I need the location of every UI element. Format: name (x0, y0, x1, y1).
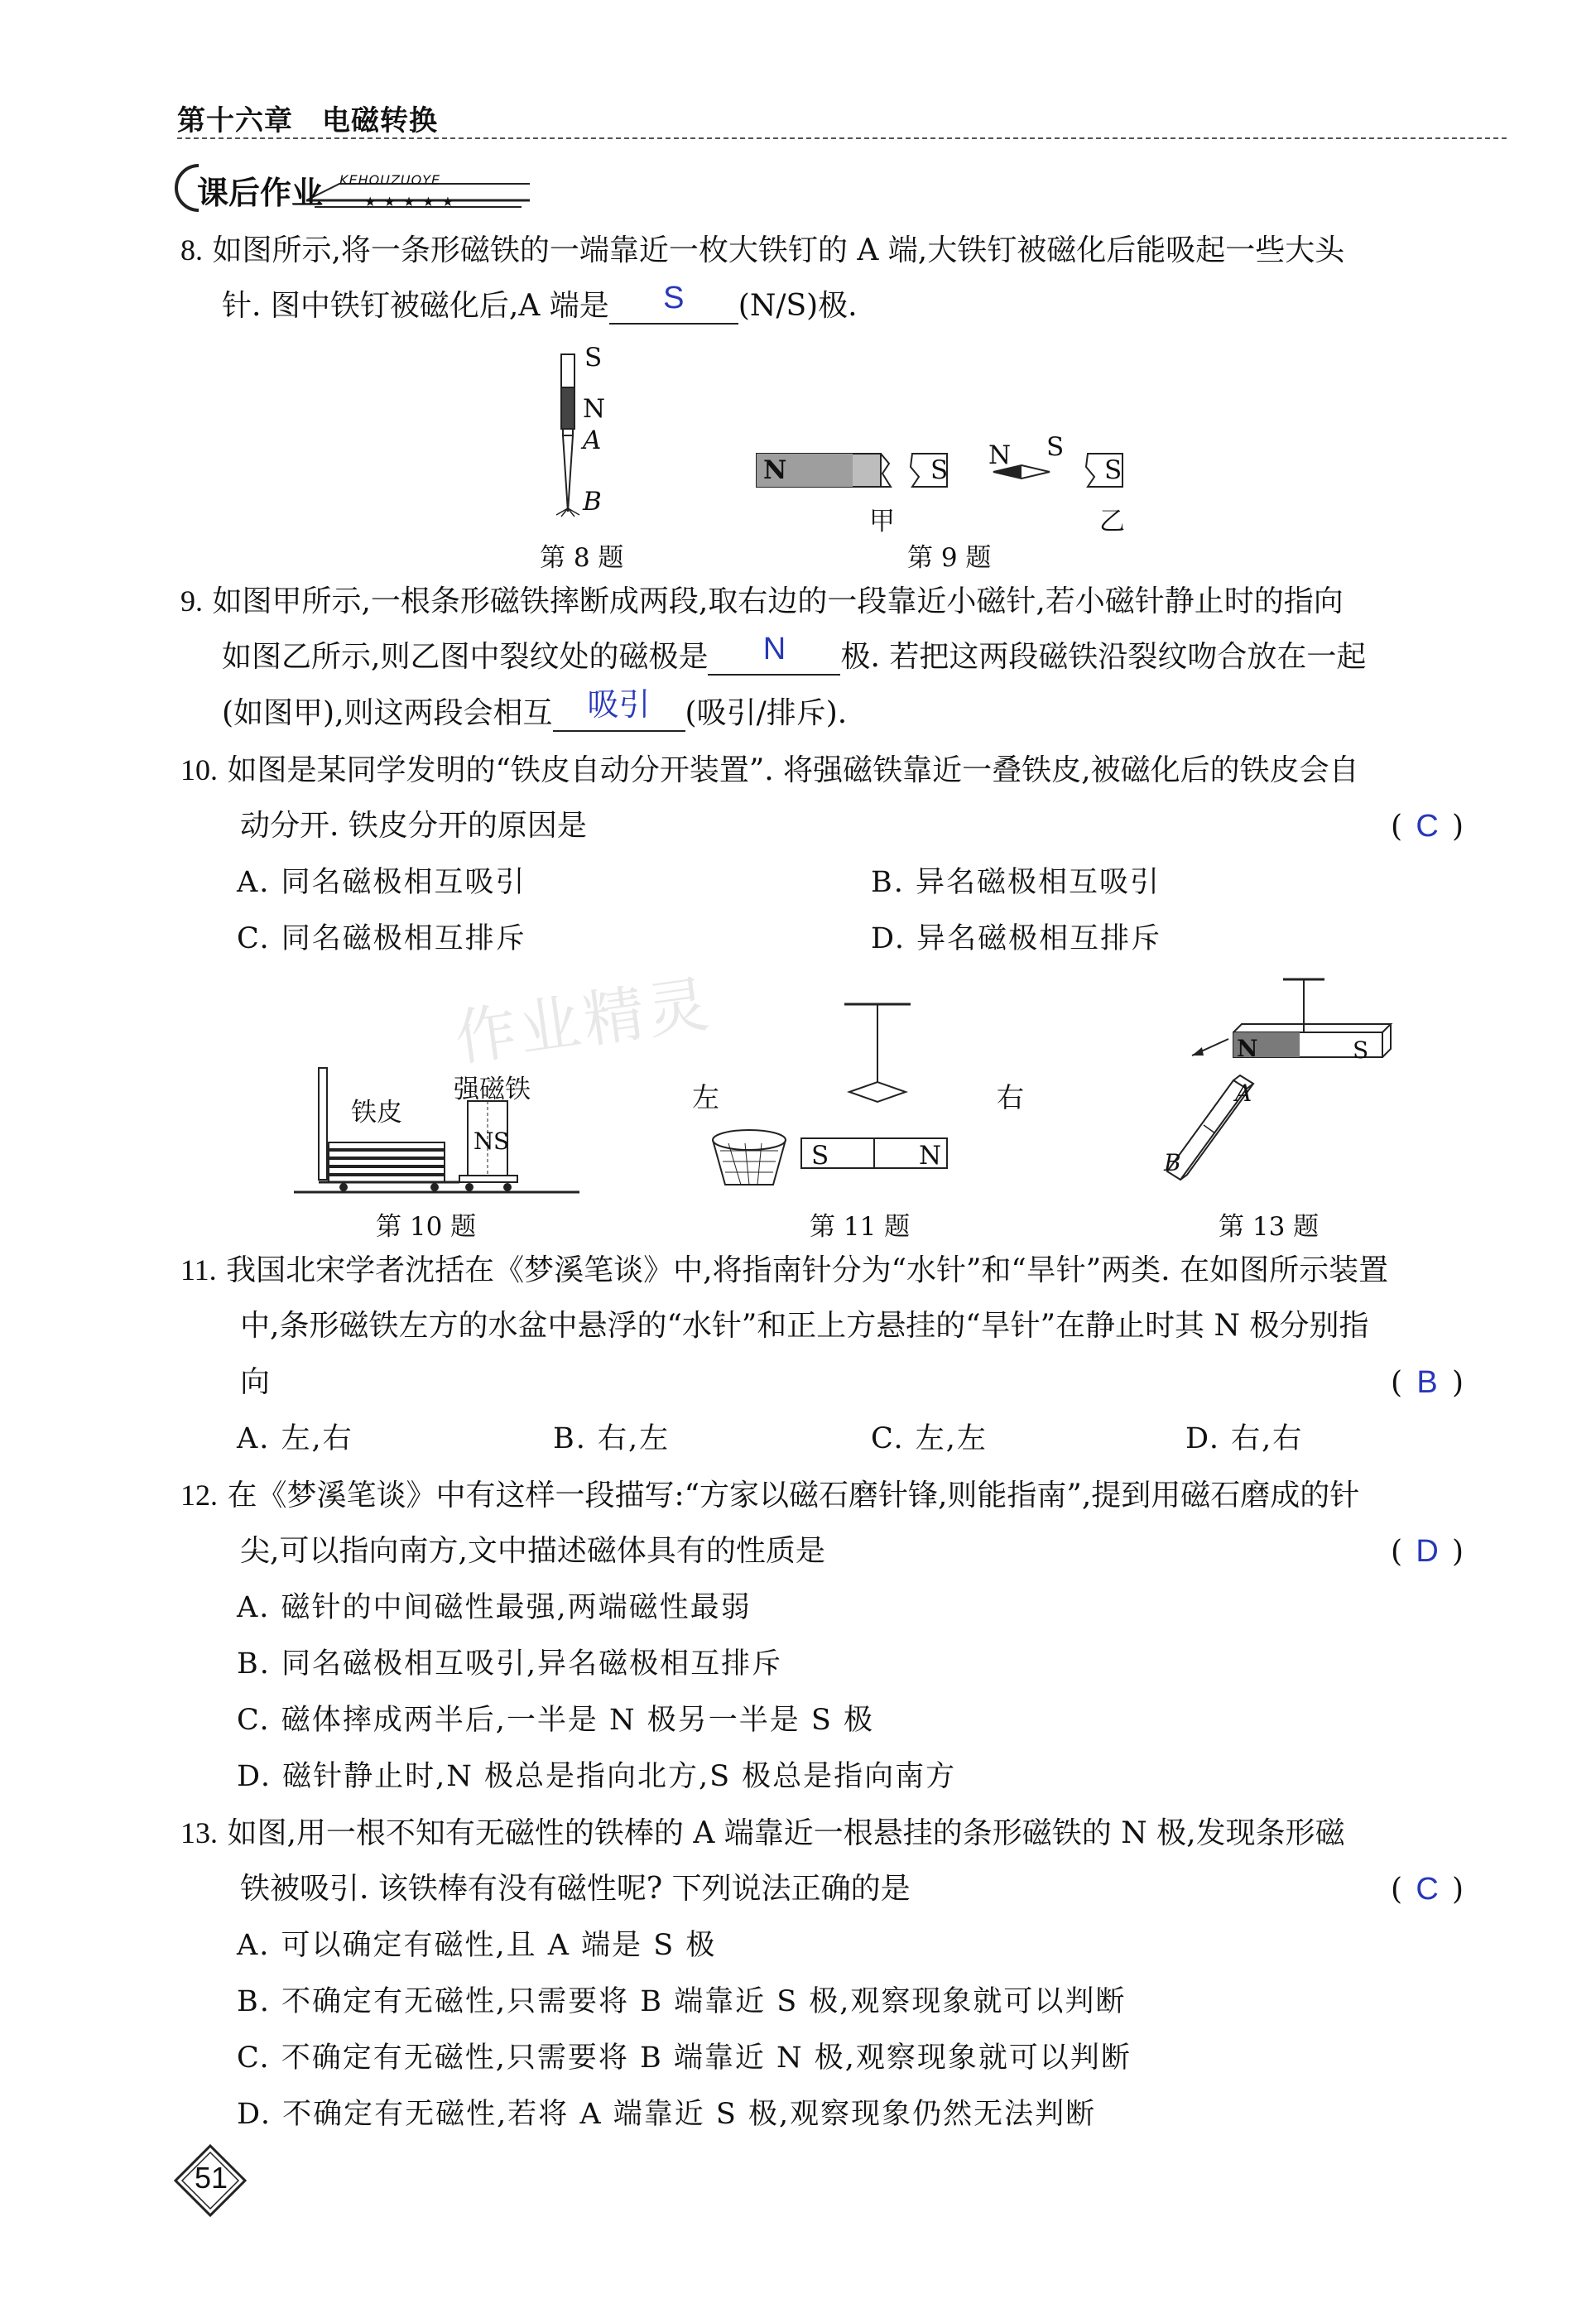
fig11-caption: 第 11 题 (810, 1212, 911, 1242)
homework-banner-pinyin: KEHOUZUOYE (339, 172, 441, 188)
q11-option-d: D. 右,右 (1185, 1422, 1304, 1455)
q13-line1: 13. 如图,用一根不知有无磁性的铁棒的 A 端靠近一根悬挂的条形磁铁的 N 极,发现条形磁 (180, 1816, 1345, 1850)
figure-13-magnet-rod (1142, 973, 1407, 1205)
fig9-piece-s: S (930, 455, 949, 485)
fig13-caption: 第 13 题 (1219, 1212, 1320, 1242)
fig8-label-a: A (583, 426, 602, 455)
fig11-right: 右 (997, 1081, 1024, 1113)
fig9-label-yi: 乙 (1099, 507, 1125, 536)
q13-option-d: D. 不确定有无磁性,若将 A 端靠近 S 极,观察现象仍然无法判断 (237, 2098, 1097, 2131)
banner-stars: ★ ★ ★ ★ ★ (364, 194, 456, 209)
q10-option-b: B. 异名磁极相互吸引 (871, 866, 1161, 899)
q13-answer-parens: ( C ) (1391, 1872, 1464, 1907)
fig10-s: S (493, 1128, 510, 1155)
q8-answer: S (663, 281, 685, 315)
q9-line3: (如图甲),则这两段会相互 吸引 (吸引/排斥). (222, 688, 848, 730)
fig9-piece2-s: S (1104, 455, 1122, 485)
q9-blank2 (553, 688, 685, 732)
q10-option-a: A. 同名磁极相互吸引 (237, 866, 526, 899)
fig8-label-b: B (583, 487, 602, 517)
q8-line2: 针. 图中铁钉被磁化后,A 端是 S (N/S)极. (222, 281, 858, 323)
q11-line2: 中,条形磁铁左方的水盆中悬浮的“水针”和正上方悬挂的“旱针”在静止时其 N 极分别指 (240, 1309, 1369, 1343)
q9-blank1 (708, 632, 840, 676)
q11-line3: 向 (240, 1365, 271, 1399)
fig9-caption: 第 9 题 (907, 543, 992, 573)
page-number: 51 (194, 2161, 228, 2195)
q11-answer-parens: ( B ) (1391, 1365, 1464, 1400)
q12-option-d: D. 磁针静止时,N 极总是指向北方,S 极总是指向南方 (237, 1760, 957, 1793)
figure-9-magnets (753, 430, 1151, 497)
q10-option-d: D. 异名磁极相互排斥 (871, 922, 1162, 955)
q9-answer2: 吸引 (587, 688, 651, 723)
fig9-magnet-n: N (763, 455, 787, 485)
q10-answer: C (1416, 809, 1439, 844)
q13-answer: C (1416, 1872, 1439, 1907)
fig11-n: N (919, 1141, 942, 1171)
fig11-left: 左 (692, 1081, 719, 1113)
q11-option-a: A. 左,右 (237, 1422, 353, 1455)
fig11-s: S (811, 1141, 829, 1171)
figure-10-device (294, 1051, 584, 1200)
q13-line2: 铁被吸引. 该铁棒有没有磁性呢? 下列说法正确的是 (240, 1872, 911, 1906)
fig8-label-s: S (584, 343, 603, 373)
fig13-a: A (1235, 1080, 1252, 1107)
q13-option-b: B. 不确定有无磁性,只需要将 B 端靠近 S 极,观察现象就可以判断 (237, 1985, 1127, 2018)
fig13-b: B (1164, 1149, 1181, 1176)
fig10-n: N (474, 1128, 494, 1155)
q13-option-c: C. 不确定有无磁性,只需要将 B 端靠近 N 极,观察现象就可以判断 (237, 2041, 1132, 2075)
header-divider (177, 137, 1507, 139)
homework-banner-title: 课后作业 (197, 175, 324, 211)
q10-option-c: C. 同名磁极相互排斥 (237, 922, 526, 955)
q9-line2: 如图乙所示,则乙图中裂纹处的磁极是 N 极. 若把这两段磁铁沿裂纹吻合放在一起 (222, 632, 1367, 674)
watermark: 作业精灵 (450, 968, 717, 1075)
q9-line1: 9. 如图甲所示,一根条形磁铁摔断成两段,取右边的一段靠近小磁针,若小磁针静止时的指向 (180, 584, 1344, 618)
q12-option-b: B. 同名磁极相互吸引,异名磁极相互排斥 (237, 1647, 783, 1681)
q9-answer1: N (762, 632, 786, 666)
fig13-s: S (1353, 1036, 1369, 1064)
fig9-needle-n: N (988, 440, 1012, 470)
q10-line1: 10. 如图是某同学发明的“铁皮自动分开装置”. 将强磁铁靠近一叠铁皮,被磁化后的铁皮会自 (180, 753, 1359, 787)
chapter-title: 第十六章 电磁转换 (177, 104, 438, 137)
q13-option-a: A. 可以确定有磁性,且 A 端是 S 极 (237, 1929, 717, 1962)
q11-line1: 11. 我国北宋学者沈括在《梦溪笔谈》中,将指南针分为“水针”和“旱针”两类. 在如图所示装置 (180, 1253, 1389, 1287)
q12-answer: D (1416, 1534, 1439, 1569)
q10-line2: 动分开. 铁皮分开的原因是 (240, 809, 587, 843)
q11-option-b: B. 右,左 (553, 1422, 671, 1455)
q12-line1: 12. 在《梦溪笔谈》中有这样一段描写:“方家以磁石磨针锋,则能指南”,提到用磁石磨成的针 (180, 1479, 1360, 1512)
q12-answer-parens: ( D ) (1391, 1534, 1464, 1569)
fig10-caption: 第 10 题 (376, 1212, 477, 1242)
q11-option-c: C. 左,左 (871, 1422, 988, 1455)
q12-line2: 尖,可以指向南方,文中描述磁体具有的性质是 (240, 1534, 825, 1568)
fig8-label-n: N (583, 394, 606, 424)
figure-11-compass (695, 998, 969, 1205)
fig10-label-magnet: 强磁铁 (454, 1075, 531, 1104)
q12-option-a: A. 磁针的中间磁性最强,两端磁性最弱 (237, 1591, 752, 1624)
q10-answer-parens: ( C ) (1391, 809, 1464, 844)
q8-line1: 8. 如图所示,将一条形磁铁的一端靠近一枚大铁钉的 A 端,大铁钉被磁化后能吸起一些大头 (180, 233, 1345, 267)
q8-blank (609, 281, 738, 325)
fig13-n: N (1237, 1035, 1258, 1062)
fig8-caption: 第 8 题 (540, 543, 624, 573)
fig10-label-tiepi: 铁皮 (351, 1098, 402, 1128)
fig9-label-jia: 甲 (869, 507, 895, 536)
q12-option-c: C. 磁体摔成两半后,一半是 N 极另一半是 S 极 (237, 1704, 875, 1737)
q11-answer: B (1416, 1365, 1438, 1400)
fig9-needle-s: S (1046, 432, 1065, 462)
